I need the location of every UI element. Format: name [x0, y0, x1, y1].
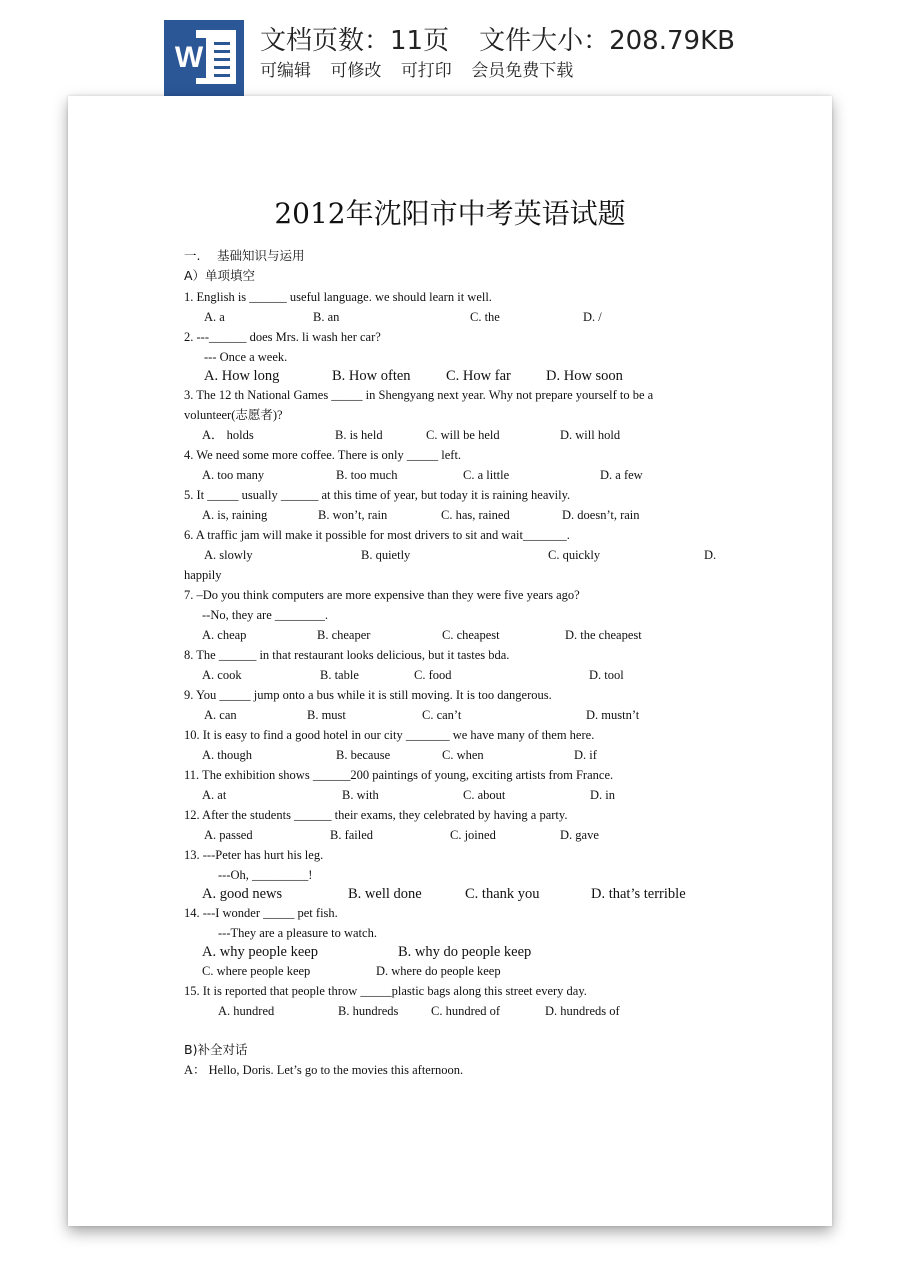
question-9: 9. You _____ jump onto a bus while it is still moving. It is too dangerous.: [184, 688, 552, 702]
option: B. well done: [348, 886, 422, 902]
option: B. How often: [332, 368, 411, 384]
answer-line: --- Once a week.: [204, 350, 288, 364]
section-heading: 一. 基础知识与运用: [184, 248, 305, 263]
option: A. why people keep: [202, 944, 318, 960]
option: B. why do people keep: [398, 944, 532, 960]
option: A. passed: [204, 828, 253, 842]
option: C. about: [463, 788, 506, 802]
option: D. mustn’t: [586, 708, 640, 722]
option: A． holds: [202, 428, 254, 442]
feature-member-download: 会员免费下载: [471, 61, 574, 81]
answer-line: ---Oh, _________!: [218, 868, 313, 882]
option: B. because: [336, 748, 391, 762]
option: D. where do people keep: [376, 964, 501, 978]
question-13: 13. ---Peter has hurt his leg.: [184, 848, 324, 862]
feature-list: [260, 56, 587, 81]
option: A. though: [202, 748, 252, 762]
option: D. doesn’t, rain: [562, 508, 640, 522]
option: C. quickly: [548, 548, 601, 562]
option: D. a few: [600, 468, 643, 482]
option: A. cook: [202, 668, 242, 682]
answer-line: ---They are a pleasure to watch.: [218, 926, 377, 940]
option: D. How soon: [546, 368, 623, 384]
file-stats: [260, 20, 765, 57]
subsection-heading-b: B)补全对话: [184, 1042, 248, 1057]
option: B. is held: [335, 428, 383, 442]
page-count: 文档页数：11页: [260, 26, 450, 56]
option: D. /: [583, 310, 602, 324]
option: B. with: [342, 788, 379, 802]
question-10: 10. It is easy to find a good hotel in our city _______ we have many of them here.: [184, 728, 595, 742]
option: B. cheaper: [317, 628, 371, 642]
option: B. must: [307, 708, 346, 722]
question-3-cont: volunteer(志愿者)?: [184, 408, 283, 422]
question-5: 5. It _____ usually ______ at this time of year, but today it is raining heavily.: [184, 488, 571, 502]
option: C. has, rained: [441, 508, 510, 522]
option: A. slowly: [204, 548, 253, 562]
option: C. thank you: [465, 886, 540, 902]
option: D. if: [574, 748, 597, 762]
question-8: 8. The ______ in that restaurant looks delicious, but it tastes bda.: [184, 648, 510, 662]
word-letter: W: [172, 38, 206, 78]
answer-line: --No, they are ________.: [202, 608, 329, 622]
question-14: 14. ---I wonder _____ pet fish.: [184, 906, 338, 920]
feature-printable: 可打印: [400, 61, 452, 81]
question-3: 3. The 12 th National Games _____ in Shengyang next year. Why not prepare yourself to be a: [184, 388, 654, 402]
option: C. cheapest: [442, 628, 500, 642]
document-page: [68, 96, 832, 1226]
feature-editable: 可编辑: [260, 61, 311, 81]
word-file-icon: [164, 20, 244, 96]
question-7: 7. –Do you think computers are more expensive than they were five years ago?: [184, 588, 580, 602]
option: C. when: [442, 748, 484, 762]
option: B. hundreds: [338, 1004, 399, 1018]
option: C. food: [414, 668, 452, 682]
page-title: 2012年沈阳市中考英语试题: [274, 197, 626, 230]
option: D. will hold: [560, 428, 621, 442]
feature-modifiable: 可修改: [330, 61, 382, 81]
file-size: 文件大小：208.79KB: [479, 26, 735, 56]
dialogue-line: A： Hello, Doris. Let’s go to the movies this afternoon.: [184, 1063, 464, 1077]
option: B. too much: [336, 468, 398, 482]
question-1: 1. English is ______ useful language. we should learn it well.: [184, 290, 492, 304]
option: D. the cheapest: [565, 628, 642, 642]
option: D. that’s terrible: [591, 886, 686, 902]
option: C. will be held: [426, 428, 500, 442]
option: D. tool: [589, 668, 624, 682]
download-header: [0, 0, 900, 96]
option: A. How long: [204, 368, 280, 384]
option: B. failed: [330, 828, 374, 842]
option: B. table: [320, 668, 359, 682]
option: A. good news: [202, 886, 283, 902]
question-6: 6. A traffic jam will make it possible for most drivers to sit and wait_______.: [184, 528, 570, 542]
option: A. can: [204, 708, 237, 722]
option: C. joined: [450, 828, 496, 842]
question-12: 12. After the students ______ their exams, they celebrated by having a party.: [184, 808, 568, 822]
option: D. gave: [560, 828, 599, 842]
option: D. hundreds of: [545, 1004, 620, 1018]
option: D.: [704, 548, 717, 562]
option: A. at: [202, 788, 227, 802]
option: C. How far: [446, 368, 511, 384]
option: A. a: [204, 310, 225, 324]
option: A. too many: [202, 468, 265, 482]
option: C. can’t: [422, 708, 462, 722]
option: A. is, raining: [202, 508, 268, 522]
option: A. hundred: [218, 1004, 275, 1018]
option: D. in: [590, 788, 615, 802]
option: C. the: [470, 310, 500, 324]
option: B. quietly: [361, 548, 411, 562]
question-4: 4. We need some more coffee. There is only _____ left.: [184, 448, 462, 462]
option-wrap: happily: [184, 568, 222, 582]
option: C. a little: [463, 468, 510, 482]
option: B. an: [313, 310, 340, 324]
question-2: 2. ---______ does Mrs. li wash her car?: [184, 330, 381, 344]
option: B. won’t, rain: [318, 508, 388, 522]
option: A. cheap: [202, 628, 247, 642]
question-11: 11. The exhibition shows ______200 paintings of young, exciting artists from France.: [184, 768, 614, 782]
option: C. hundred of: [431, 1004, 501, 1018]
question-15: 15. It is reported that people throw _____plastic bags along this street every day.: [184, 984, 587, 998]
option: C. where people keep: [202, 964, 311, 978]
subsection-heading: A）单项填空: [184, 268, 256, 283]
